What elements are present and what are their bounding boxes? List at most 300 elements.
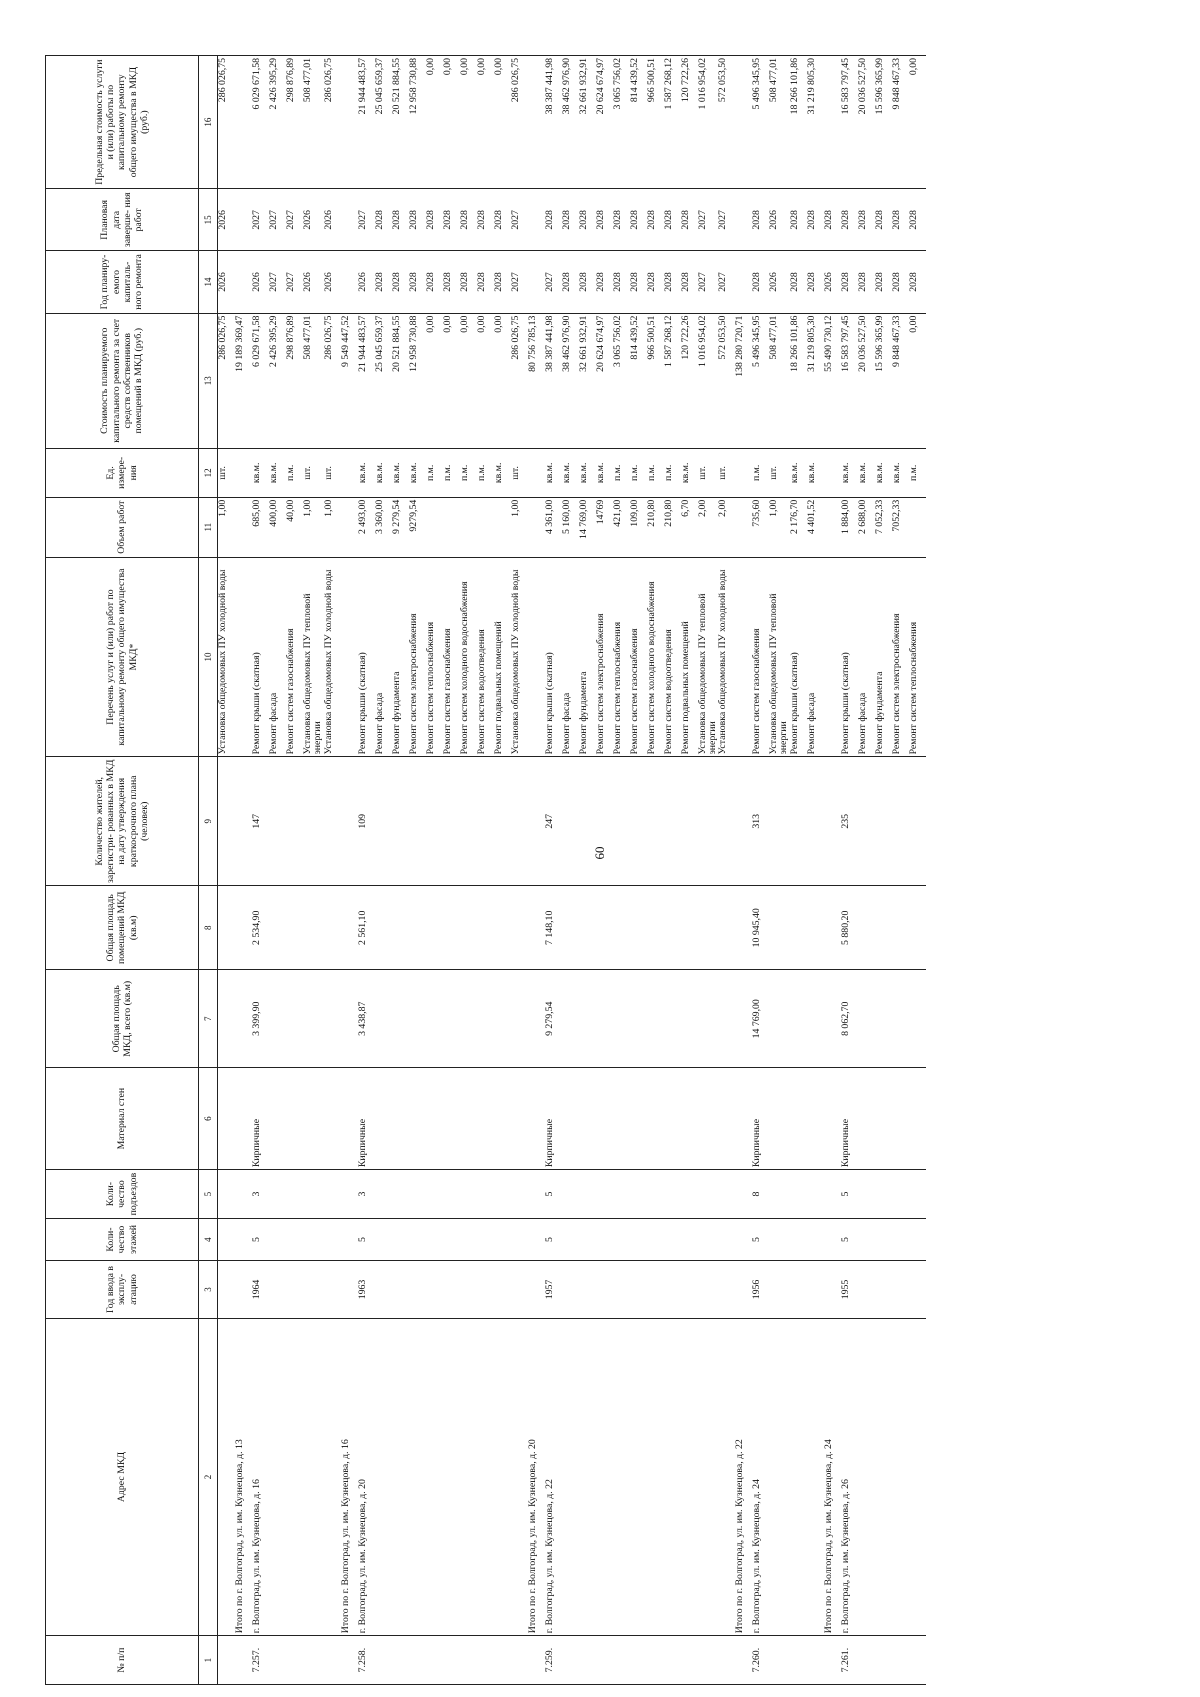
table-cell: 2028 xyxy=(875,251,892,313)
table-cell xyxy=(392,1170,409,1219)
table-cell xyxy=(443,1261,460,1319)
table-cell xyxy=(426,1318,443,1635)
table-cell: 55 490 730,12 xyxy=(824,313,841,448)
header-cell: Коли- чество подъездов xyxy=(46,1170,199,1219)
header-cell: Предельная стоимость услуги и (или) работы по капитальному ремонту общего имущества в МКД (руб.) xyxy=(46,56,199,189)
table-cell xyxy=(875,970,892,1068)
table-cell xyxy=(269,1170,286,1219)
table-cell: Ремонт систем водоотведения xyxy=(477,557,494,757)
table-cell: 15 596 365,99 xyxy=(875,56,892,189)
table-cell xyxy=(494,970,511,1068)
table-cell xyxy=(807,1318,824,1635)
table-cell xyxy=(426,757,443,886)
table-cell: 2028 xyxy=(909,189,926,251)
table-cell xyxy=(630,886,647,970)
table-cell xyxy=(664,757,681,886)
table-cell: 20 624 674,97 xyxy=(596,313,613,448)
table-cell: 2026 xyxy=(358,251,375,313)
table-cell xyxy=(596,970,613,1068)
table-cell xyxy=(303,1318,324,1635)
table-cell xyxy=(698,757,719,886)
table-cell xyxy=(562,1068,579,1170)
table-cell xyxy=(647,1261,664,1319)
table-cell: 19 189 369,47 xyxy=(235,313,252,448)
table-cell xyxy=(511,1261,528,1319)
table-cell xyxy=(718,886,735,970)
table-cell: 9 279,54 xyxy=(392,497,409,557)
table-row xyxy=(579,56,596,1685)
table-cell: 2028 xyxy=(392,251,409,313)
table-cell: г. Волгоград, ул. им. Кузнецова, д. 26 xyxy=(841,1318,858,1635)
table-cell xyxy=(235,56,252,189)
table-cell xyxy=(579,1261,596,1319)
table-cell xyxy=(528,189,545,251)
column-number: 5 xyxy=(199,1170,218,1219)
table-cell: Ремонт систем теплоснабжения xyxy=(613,557,630,757)
table-cell: 5 496 345,95 xyxy=(752,313,769,448)
table-cell: кв.м. xyxy=(790,448,807,497)
table-cell xyxy=(426,886,443,970)
table-row xyxy=(286,56,303,1685)
table-cell: 2027 xyxy=(286,251,303,313)
column-number: 6 xyxy=(199,1068,218,1170)
table-row xyxy=(596,56,613,1685)
table-cell: 7.259. xyxy=(545,1636,562,1685)
table-cell xyxy=(409,1636,426,1685)
table-cell xyxy=(892,757,909,886)
table-cell xyxy=(477,1261,494,1319)
table-cell: 2026 xyxy=(252,251,269,313)
table-cell xyxy=(341,189,358,251)
table-cell xyxy=(218,1068,236,1170)
table-cell xyxy=(892,886,909,970)
table-row xyxy=(630,56,647,1685)
table-cell xyxy=(286,1318,303,1635)
table-cell: 2026 xyxy=(769,189,790,251)
table-cell: 2028 xyxy=(790,189,807,251)
table-cell: 2028 xyxy=(392,189,409,251)
table-cell: 5 xyxy=(358,1218,375,1260)
table-cell: Ремонт систем газоснабжения xyxy=(286,557,303,757)
table-cell xyxy=(718,1318,735,1635)
table-cell xyxy=(218,970,236,1068)
table-cell: 0,00 xyxy=(426,313,443,448)
table-cell xyxy=(269,1068,286,1170)
table-cell: 7 148,10 xyxy=(545,886,562,970)
table-cell xyxy=(735,497,752,557)
table-cell: 2026 xyxy=(324,189,341,251)
table-cell xyxy=(698,886,719,970)
table-cell: шт. xyxy=(218,448,236,497)
table-cell xyxy=(596,1261,613,1319)
table-cell: 18 266 101,86 xyxy=(790,313,807,448)
table-cell xyxy=(269,970,286,1068)
table-cell xyxy=(647,886,664,970)
table-cell: Итого по г. Волгоград, ул. им. Кузнецова, д. 16 xyxy=(341,1318,358,1635)
table-cell: 5 xyxy=(841,1170,858,1219)
table-cell xyxy=(824,56,841,189)
table-row xyxy=(698,56,719,1685)
document-sheet xyxy=(45,55,1155,1685)
column-number: 12 xyxy=(199,448,218,497)
table-cell xyxy=(460,497,477,557)
table-cell xyxy=(735,448,752,497)
table-cell xyxy=(341,497,358,557)
table-cell: Ремонт систем холодного водоснабжения xyxy=(647,557,664,757)
table-cell: 0,00 xyxy=(477,313,494,448)
table-cell: кв.м. xyxy=(252,448,269,497)
table-cell: 2027 xyxy=(269,189,286,251)
table-cell: 20 624 674,97 xyxy=(596,56,613,189)
table-cell xyxy=(494,1068,511,1170)
table-cell xyxy=(790,1068,807,1170)
table-cell: 1955 xyxy=(841,1261,858,1319)
table-cell xyxy=(426,1218,443,1260)
table-cell: 2027 xyxy=(545,251,562,313)
table-cell xyxy=(909,1261,926,1319)
table-cell xyxy=(681,757,698,886)
table-cell: 38 462 976,90 xyxy=(562,313,579,448)
table-cell: 2027 xyxy=(718,251,735,313)
table-cell xyxy=(579,757,596,886)
table-cell: 2026 xyxy=(303,189,324,251)
table-cell xyxy=(562,1218,579,1260)
table-cell xyxy=(664,1261,681,1319)
table-cell: 3 360,00 xyxy=(375,497,392,557)
table-cell: 16 583 797,45 xyxy=(841,56,858,189)
total-row xyxy=(341,56,358,1685)
total-row xyxy=(235,56,252,1685)
table-cell xyxy=(858,1170,875,1219)
table-cell xyxy=(562,970,579,1068)
table-cell xyxy=(735,56,752,189)
table-cell xyxy=(698,970,719,1068)
table-cell: 25 045 659,37 xyxy=(375,313,392,448)
table-cell: г. Волгоград, ул. им. Кузнецова, д. 24 xyxy=(752,1318,769,1635)
table-cell xyxy=(286,1218,303,1260)
table-cell: 18 266 101,86 xyxy=(790,56,807,189)
table-cell xyxy=(718,1068,735,1170)
table-cell: Установка общедомовых ПУ тепловой энергии xyxy=(769,557,790,757)
table-cell: 3 065 756,02 xyxy=(613,313,630,448)
table-cell xyxy=(647,1636,664,1685)
table-cell xyxy=(807,1636,824,1685)
table-cell: 5 xyxy=(252,1218,269,1260)
table-cell: 2028 xyxy=(613,189,630,251)
table-cell xyxy=(460,757,477,886)
table-cell: Ремонт систем теплоснабжения xyxy=(909,557,926,757)
table-cell xyxy=(494,1170,511,1219)
table-cell: кв.м. xyxy=(358,448,375,497)
table-cell xyxy=(579,970,596,1068)
table-cell: 2028 xyxy=(375,189,392,251)
table-cell xyxy=(494,757,511,886)
table-cell xyxy=(341,557,358,757)
table-cell: 32 661 932,91 xyxy=(579,56,596,189)
table-cell: г. Волгоград, ул. им. Кузнецова, д. 22 xyxy=(545,1318,562,1635)
table-cell xyxy=(460,1261,477,1319)
table-cell: 210,80 xyxy=(647,497,664,557)
table-cell xyxy=(735,251,752,313)
table-cell: 1964 xyxy=(252,1261,269,1319)
table-cell xyxy=(235,886,252,970)
table-cell xyxy=(718,1218,735,1260)
table-cell xyxy=(790,1318,807,1635)
table-cell xyxy=(735,1261,752,1319)
table-cell xyxy=(269,1261,286,1319)
table-cell: 2027 xyxy=(252,189,269,251)
table-cell xyxy=(875,1218,892,1260)
table-cell xyxy=(630,757,647,886)
table-cell xyxy=(824,1261,841,1319)
table-cell: 12 958 730,88 xyxy=(409,313,426,448)
table-cell xyxy=(460,1636,477,1685)
table-cell: 1,00 xyxy=(324,497,341,557)
table-cell: 2028 xyxy=(409,251,426,313)
table-cell xyxy=(735,757,752,886)
table-cell xyxy=(443,1218,460,1260)
table-cell: 5 xyxy=(752,1218,769,1260)
table-cell: Ремонт фундамента xyxy=(392,557,409,757)
table-cell: 1 884,00 xyxy=(841,497,858,557)
table-cell xyxy=(443,970,460,1068)
table-cell xyxy=(303,886,324,970)
table-cell: 2 688,00 xyxy=(858,497,875,557)
table-cell xyxy=(613,757,630,886)
table-cell xyxy=(664,886,681,970)
table-cell xyxy=(409,1261,426,1319)
column-number: 8 xyxy=(199,886,218,970)
table-cell xyxy=(375,1636,392,1685)
table-cell xyxy=(824,557,841,757)
capital-repair-table xyxy=(45,55,926,1685)
table-cell xyxy=(528,448,545,497)
table-cell: 286 026,75 xyxy=(511,313,528,448)
table-cell xyxy=(579,1068,596,1170)
table-row xyxy=(460,56,477,1685)
table-cell: 2028 xyxy=(824,189,841,251)
table-cell xyxy=(824,1218,841,1260)
table-cell xyxy=(790,1218,807,1260)
table-cell xyxy=(790,970,807,1068)
table-cell: 2028 xyxy=(858,251,875,313)
table-cell xyxy=(269,886,286,970)
table-cell xyxy=(375,970,392,1068)
table-cell xyxy=(324,970,341,1068)
table-cell: 2028 xyxy=(664,189,681,251)
table-cell: кв.м. xyxy=(875,448,892,497)
table-cell xyxy=(579,1318,596,1635)
table-cell: 2028 xyxy=(545,189,562,251)
table-cell xyxy=(392,970,409,1068)
table-cell xyxy=(596,1636,613,1685)
table-cell: 1956 xyxy=(752,1261,769,1319)
table-cell xyxy=(409,970,426,1068)
table-cell: 12 958 730,88 xyxy=(409,56,426,189)
table-cell xyxy=(858,1636,875,1685)
table-cell xyxy=(875,1318,892,1635)
table-cell xyxy=(735,1218,752,1260)
table-cell xyxy=(218,1636,236,1685)
table-cell xyxy=(562,1170,579,1219)
table-cell: 1963 xyxy=(358,1261,375,1319)
table-cell xyxy=(735,557,752,757)
table-cell xyxy=(218,1218,236,1260)
table-cell: 7.261. xyxy=(841,1636,858,1685)
table-cell: Ремонт фасада xyxy=(807,557,824,757)
table-cell xyxy=(235,970,252,1068)
table-cell: 2026 xyxy=(303,251,324,313)
table-cell: 120 722,26 xyxy=(681,56,698,189)
table-cell xyxy=(892,1318,909,1635)
table-row xyxy=(909,56,926,1685)
table-cell: 3 065 756,02 xyxy=(613,56,630,189)
table-cell: 1 016 954,02 xyxy=(698,56,719,189)
table-cell: 0,00 xyxy=(494,56,511,189)
table-cell xyxy=(460,970,477,1068)
table-cell xyxy=(807,1218,824,1260)
table-cell: 3 438,87 xyxy=(358,970,375,1068)
table-cell xyxy=(324,1068,341,1170)
table-body xyxy=(218,56,926,1685)
table-cell xyxy=(790,757,807,886)
table-row xyxy=(324,56,341,1685)
column-number: 11 xyxy=(199,497,218,557)
table-cell xyxy=(341,1170,358,1219)
table-cell xyxy=(443,886,460,970)
table-cell: 2028 xyxy=(562,251,579,313)
table-cell xyxy=(698,1068,719,1170)
table-row xyxy=(613,56,630,1685)
table-cell xyxy=(341,251,358,313)
table-cell: 400,00 xyxy=(269,497,286,557)
table-cell: 2 426 395,29 xyxy=(269,313,286,448)
table-cell: 2 534,90 xyxy=(252,886,269,970)
table-cell: кв.м. xyxy=(375,448,392,497)
table-cell xyxy=(613,1636,630,1685)
table-cell xyxy=(392,1218,409,1260)
table-cell: 298 876,89 xyxy=(286,313,303,448)
table-cell xyxy=(235,1636,252,1685)
table-cell xyxy=(528,497,545,557)
table-cell xyxy=(494,1636,511,1685)
table-cell xyxy=(511,1170,528,1219)
table-cell: кв.м. xyxy=(562,448,579,497)
table-cell xyxy=(235,189,252,251)
table-cell xyxy=(286,886,303,970)
table-row xyxy=(218,56,236,1685)
table-cell xyxy=(630,1318,647,1635)
table-cell xyxy=(718,1170,735,1219)
table-cell: 2028 xyxy=(562,189,579,251)
table-cell: 2028 xyxy=(681,189,698,251)
table-cell xyxy=(477,757,494,886)
table-cell: 2028 xyxy=(752,189,769,251)
table-cell: 5 xyxy=(841,1218,858,1260)
table-cell xyxy=(892,1068,909,1170)
table-cell xyxy=(735,1170,752,1219)
table-cell xyxy=(769,1068,790,1170)
table-cell xyxy=(528,886,545,970)
table-cell: 31 219 805,30 xyxy=(807,313,824,448)
table-cell: 2028 xyxy=(841,251,858,313)
table-cell xyxy=(511,886,528,970)
table-cell xyxy=(769,970,790,1068)
table-cell xyxy=(235,1218,252,1260)
header-cell: Плановая дата заверше- ния работ xyxy=(46,189,199,251)
table-cell xyxy=(613,1318,630,1635)
table-cell xyxy=(562,1636,579,1685)
table-cell: 2028 xyxy=(841,189,858,251)
table-cell xyxy=(769,1261,790,1319)
table-cell xyxy=(269,1636,286,1685)
table-cell: 2028 xyxy=(494,251,511,313)
column-number-row xyxy=(199,56,218,1685)
table-cell: п.м. xyxy=(477,448,494,497)
table-cell: Установка общедомовых ПУ холодной воды xyxy=(718,557,735,757)
table-cell xyxy=(235,1261,252,1319)
table-cell xyxy=(698,1636,719,1685)
table-cell: п.м. xyxy=(443,448,460,497)
table-cell: 9 848 467,33 xyxy=(892,56,909,189)
table-row xyxy=(790,56,807,1685)
table-cell: 2028 xyxy=(460,189,477,251)
table-row xyxy=(769,56,790,1685)
table-cell: 286 026,75 xyxy=(218,313,236,448)
table-cell xyxy=(735,189,752,251)
header-cell: Коли- чество этажей xyxy=(46,1218,199,1260)
table-cell: 15 596 365,99 xyxy=(875,313,892,448)
table-cell xyxy=(647,757,664,886)
table-cell xyxy=(790,1170,807,1219)
table-cell: кв.м. xyxy=(392,448,409,497)
table-cell xyxy=(375,1170,392,1219)
table-cell xyxy=(528,251,545,313)
table-cell xyxy=(286,1068,303,1170)
table-cell: 2027 xyxy=(698,251,719,313)
table-cell: Ремонт крыши (скатная) xyxy=(252,557,269,757)
column-number: 16 xyxy=(199,56,218,189)
table-cell: Кирпичные xyxy=(252,1068,269,1170)
table-cell: 2028 xyxy=(494,189,511,251)
table-cell xyxy=(460,1318,477,1635)
table-cell: 147 xyxy=(252,757,269,886)
table-cell: 7052,33 xyxy=(892,497,909,557)
table-cell xyxy=(511,1218,528,1260)
table-cell xyxy=(375,1261,392,1319)
table-cell xyxy=(341,1636,358,1685)
table-cell xyxy=(562,1318,579,1635)
header-cell: Стоимость планируемого капитального ремонта за счет средств собственников помещений в МКД (руб.) xyxy=(46,313,199,448)
table-cell: 2026 xyxy=(824,251,841,313)
table-cell: п.м. xyxy=(286,448,303,497)
table-cell xyxy=(235,448,252,497)
table-cell xyxy=(341,886,358,970)
table-cell xyxy=(494,1261,511,1319)
table-cell: г. Волгоград, ул. им. Кузнецова, д. 20 xyxy=(358,1318,375,1635)
table-cell: 0,00 xyxy=(443,56,460,189)
table-cell: 966 500,51 xyxy=(647,313,664,448)
table-cell xyxy=(892,1261,909,1319)
table-cell: Кирпичные xyxy=(752,1068,769,1170)
table-cell: 4 401,52 xyxy=(807,497,824,557)
table-cell xyxy=(858,970,875,1068)
table-cell: 5 xyxy=(545,1218,562,1260)
table-cell: 21 944 483,57 xyxy=(358,313,375,448)
table-cell: Ремонт систем газоснабжения xyxy=(752,557,769,757)
table-cell xyxy=(790,886,807,970)
table-row xyxy=(664,56,681,1685)
